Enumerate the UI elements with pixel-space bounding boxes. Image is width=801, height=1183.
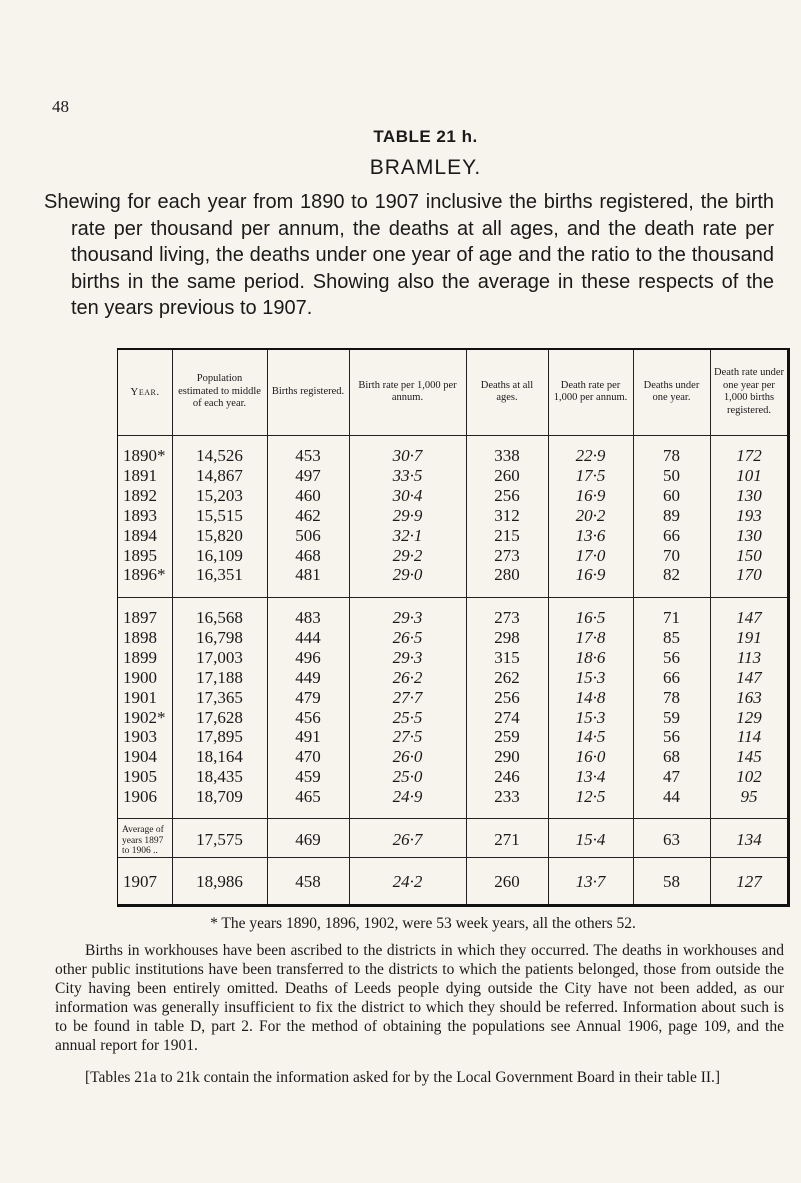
table-row-births: 497 <box>295 465 321 485</box>
table-row-population: 17,365 <box>196 687 243 707</box>
table-row-births: 470 <box>295 747 321 767</box>
table-row-death-rate: 12·5 <box>575 787 606 807</box>
table-row-births: 453 <box>295 446 321 465</box>
table-row-death-rate: 18·6 <box>575 647 606 667</box>
table-row-deaths: 273 <box>494 608 520 627</box>
table-row-population: 14,526 <box>196 446 243 465</box>
table-row-birth-rate: 33·5 <box>392 465 423 485</box>
table-row-deaths: 256 <box>494 485 520 505</box>
table-row-deaths: 262 <box>494 667 520 687</box>
final-row-birth-rate: 24·2 <box>392 872 423 891</box>
table-row-death-rate: 16·9 <box>575 565 606 585</box>
table-row-population: 17,895 <box>196 727 243 747</box>
final-row-infant-deaths: 58 <box>663 872 680 891</box>
table-row-birth-rate: 26·2 <box>392 667 423 687</box>
table-row-deaths: 338 <box>494 446 520 465</box>
final-row-deaths: 260 <box>494 872 520 891</box>
table-row-birth-rate: 29·9 <box>392 505 423 525</box>
table-row-births: 491 <box>295 727 321 747</box>
table-row-infant-deaths: 78 <box>663 687 680 707</box>
table-row-deaths: 215 <box>494 525 520 545</box>
table-row-infant-deaths: 44 <box>663 787 680 807</box>
table-row-infant-deaths: 59 <box>663 707 680 727</box>
table-row-births: 506 <box>295 525 321 545</box>
final-row-infant-rate: 127 <box>736 872 762 891</box>
table-row-birth-rate: 29·0 <box>392 565 423 585</box>
table-row-infant-rate: 163 <box>736 687 762 707</box>
header-deaths: Deaths at all ages. <box>480 379 534 403</box>
table-row-infant-rate: 130 <box>736 525 762 545</box>
area-name: BRAMLEY. <box>369 156 482 179</box>
table-row-infant-rate: 193 <box>736 505 762 525</box>
header-birth-rate: Birth rate per 1,000 per annum. <box>358 379 457 403</box>
header-births: Births registered. <box>271 385 345 397</box>
average-row-birth-rate: 26·7 <box>392 830 423 849</box>
table-row-death-rate: 16·5 <box>575 608 606 627</box>
table-row-deaths: 260 <box>494 465 520 485</box>
header-population: Population estimated to middle of each year. <box>178 373 261 410</box>
table-row-infant-rate: 147 <box>736 608 762 627</box>
table-row-population: 15,820 <box>196 525 243 545</box>
table-row-year: 1900 <box>123 667 157 687</box>
table-description: Shewing for each year from 1890 to 1907 inclusive the births registered, the birth rate per thousand per annum, the deaths at all ages, and the death rate per thousand living, the deaths under one year of age and the ratio to the thousand births in the same period. Showing also the average in these respects of the ten years previous to 1907. <box>44 191 774 320</box>
table-row-infant-deaths: 56 <box>663 647 680 667</box>
table-row-births: 481 <box>295 565 321 585</box>
table-row-year: 1890* <box>123 446 166 465</box>
table-row-infant-deaths: 66 <box>663 525 680 545</box>
table-row-death-rate: 22·9 <box>575 446 606 465</box>
table-row-deaths: 274 <box>494 707 520 727</box>
table-row-infant-rate: 113 <box>736 647 762 667</box>
table-row-birth-rate: 29·3 <box>392 608 423 627</box>
table-row-infant-rate: 145 <box>736 747 762 767</box>
table-row-infant-deaths: 56 <box>663 727 680 747</box>
table-row-death-rate: 17·0 <box>575 545 606 565</box>
header-death-rate: Death rate per 1,000 per annum. <box>553 379 628 403</box>
table-row-year: 1895 <box>123 545 157 565</box>
average-row-population: 17,575 <box>196 830 243 849</box>
table-row-infant-rate: 102 <box>736 767 762 787</box>
table-row-infant-rate: 150 <box>736 545 762 565</box>
table-row-deaths: 290 <box>494 747 520 767</box>
table-row-population: 15,203 <box>196 485 243 505</box>
table-row-year: 1892 <box>123 485 157 505</box>
paragraph-tables-note: [Tables 21a to 21k contain the information asked for by the Local Government Board in their table II.] <box>85 1069 721 1086</box>
table-row-death-rate: 16·0 <box>575 747 606 767</box>
table-row-births: 465 <box>295 787 321 807</box>
table-row-infant-rate: 130 <box>736 485 762 505</box>
table-row-infant-rate: 101 <box>736 465 762 485</box>
table-row-infant-deaths: 71 <box>663 608 680 627</box>
table-row-death-rate: 13·6 <box>575 525 606 545</box>
table-row-birth-rate: 26·5 <box>392 627 423 647</box>
final-row-population: 18,986 <box>196 872 243 891</box>
final-row-births: 458 <box>295 872 321 891</box>
table-row-year: 1896* <box>123 565 166 585</box>
table-row-birth-rate: 26·0 <box>392 747 423 767</box>
table-row-population: 16,568 <box>196 608 243 627</box>
footnote: * The years 1890, 1896, 1902, were 53 week years, all the others 52. <box>210 915 636 932</box>
average-row-infant-deaths: 63 <box>663 830 680 849</box>
average-row-births: 469 <box>295 830 321 849</box>
table-row-deaths: 256 <box>494 687 520 707</box>
table-row-infant-deaths: 70 <box>663 545 680 565</box>
table-row-death-rate: 17·5 <box>575 465 606 485</box>
table-row-birth-rate: 24·9 <box>392 787 423 807</box>
average-row-infant-rate: 134 <box>736 830 762 849</box>
table-row-infant-deaths: 89 <box>663 505 680 525</box>
table-row-birth-rate: 25·5 <box>392 707 423 727</box>
table-row-birth-rate: 30·4 <box>392 485 423 505</box>
final-row-death-rate: 13·7 <box>575 872 606 891</box>
table-row-year: 1905 <box>123 767 157 787</box>
table-row-death-rate: 20·2 <box>575 505 606 525</box>
table-row-death-rate: 15·3 <box>575 707 606 727</box>
table-row-birth-rate: 25·0 <box>392 767 423 787</box>
table-row-deaths: 259 <box>494 727 520 747</box>
table-row-birth-rate: 29·3 <box>392 647 423 667</box>
table-row-infant-deaths: 50 <box>663 465 680 485</box>
table-row-births: 462 <box>295 505 321 525</box>
table-row-birth-rate: 29·2 <box>392 545 423 565</box>
table-row-infant-rate: 170 <box>736 565 762 585</box>
average-row-death-rate: 15·4 <box>575 830 606 849</box>
table-row-infant-rate: 172 <box>736 446 762 465</box>
table-row-birth-rate: 27·7 <box>392 687 423 707</box>
table-row-births: 449 <box>295 667 321 687</box>
table-row-deaths: 246 <box>494 767 520 787</box>
table-row-death-rate: 16·9 <box>575 485 606 505</box>
table-row-population: 16,798 <box>196 627 243 647</box>
table-row-births: 456 <box>295 707 321 727</box>
header-year: Year. <box>130 385 160 398</box>
table-row-population: 15,515 <box>196 505 243 525</box>
table-row-year: 1904 <box>123 747 157 767</box>
table-row-births: 444 <box>295 627 321 647</box>
page-number: 48 <box>52 97 69 116</box>
table-row-births: 496 <box>295 647 321 667</box>
table-row-births: 468 <box>295 545 321 565</box>
table-row-infant-deaths: 60 <box>663 485 680 505</box>
table-row-birth-rate: 27·5 <box>392 727 423 747</box>
table-row-year: 1903 <box>123 727 157 747</box>
table-row-deaths: 233 <box>494 787 520 807</box>
table-row-deaths: 273 <box>494 545 520 565</box>
table-row-infant-rate: 191 <box>736 627 762 647</box>
table-row-population: 14,867 <box>196 465 243 485</box>
table-row-infant-deaths: 47 <box>663 767 680 787</box>
table-row-year: 1891 <box>123 465 157 485</box>
table-row-year: 1898 <box>123 627 157 647</box>
table-row-population: 17,628 <box>196 707 243 727</box>
table-row-year: 1902* <box>123 707 166 727</box>
table-row-year: 1906 <box>123 787 157 807</box>
header-infant-deaths: Deaths under one year. <box>643 379 700 403</box>
table-row-population: 18,435 <box>196 767 243 787</box>
table-row-year: 1897 <box>123 608 157 627</box>
statistics-table <box>117 348 790 907</box>
table-row-deaths: 280 <box>494 565 520 585</box>
paragraph-notes: Births in workhouses have been ascribed to the districts in which they occurred. The deaths in workhouses and other public institutions have been transferred to the districts to which the patients belonged, those from outside the City having been entirely omitted. Deaths of Leeds people dying outside the City have not been added, as our information was generally insufficient to fix the district to which they should be referred. Information about such is to be found in table D, part 2. For the method of obtaining the populations see Annual 1906, page 109, and the annual report for 1901. <box>55 942 784 1054</box>
table-row-infant-deaths: 66 <box>663 667 680 687</box>
table-row-births: 479 <box>295 687 321 707</box>
table-row-birth-rate: 30·7 <box>392 446 423 465</box>
table-row-birth-rate: 32·1 <box>392 525 423 545</box>
table-row-death-rate: 15·3 <box>575 667 606 687</box>
average-row-deaths: 271 <box>494 830 520 849</box>
table-row-births: 483 <box>295 608 321 627</box>
header-infant-rate: Death rate under one year per 1,000 births registered. <box>714 367 784 416</box>
table-row-infant-rate: 147 <box>736 667 762 687</box>
table-row-death-rate: 14·5 <box>575 727 606 747</box>
table-row-deaths: 298 <box>494 627 520 647</box>
table-row-population: 18,709 <box>196 787 243 807</box>
final-row-year: 1907 <box>123 872 157 891</box>
table-row-infant-deaths: 85 <box>663 627 680 647</box>
table-row-year: 1899 <box>123 647 157 667</box>
table-row-population: 17,188 <box>196 667 243 687</box>
table-row-births: 459 <box>295 767 321 787</box>
table-row-population: 18,164 <box>196 747 243 767</box>
table-row-deaths: 312 <box>494 505 520 525</box>
table-row-infant-rate: 95 <box>740 787 758 807</box>
average-row-label: Average of years 1897 to 1906 .. <box>122 825 164 856</box>
table-row-deaths: 315 <box>494 647 520 667</box>
table-row-year: 1894 <box>123 525 157 545</box>
table-row-population: 16,109 <box>196 545 243 565</box>
table-row-infant-rate: 114 <box>736 727 762 747</box>
table-row-population: 16,351 <box>196 565 243 585</box>
table-row-population: 17,003 <box>196 647 243 667</box>
table-row-year: 1901 <box>123 687 157 707</box>
table-row-year: 1893 <box>123 505 157 525</box>
table-row-infant-deaths: 78 <box>663 446 680 465</box>
table-id: TABLE 21 h. <box>373 127 478 146</box>
table-row-births: 460 <box>295 485 321 505</box>
table-row-infant-deaths: 68 <box>663 747 680 767</box>
table-row-death-rate: 13·4 <box>575 767 606 787</box>
table-row-infant-rate: 129 <box>736 707 762 727</box>
table-row-death-rate: 17·8 <box>575 627 606 647</box>
table-row-infant-deaths: 82 <box>663 565 680 585</box>
table-row-death-rate: 14·8 <box>575 687 606 707</box>
